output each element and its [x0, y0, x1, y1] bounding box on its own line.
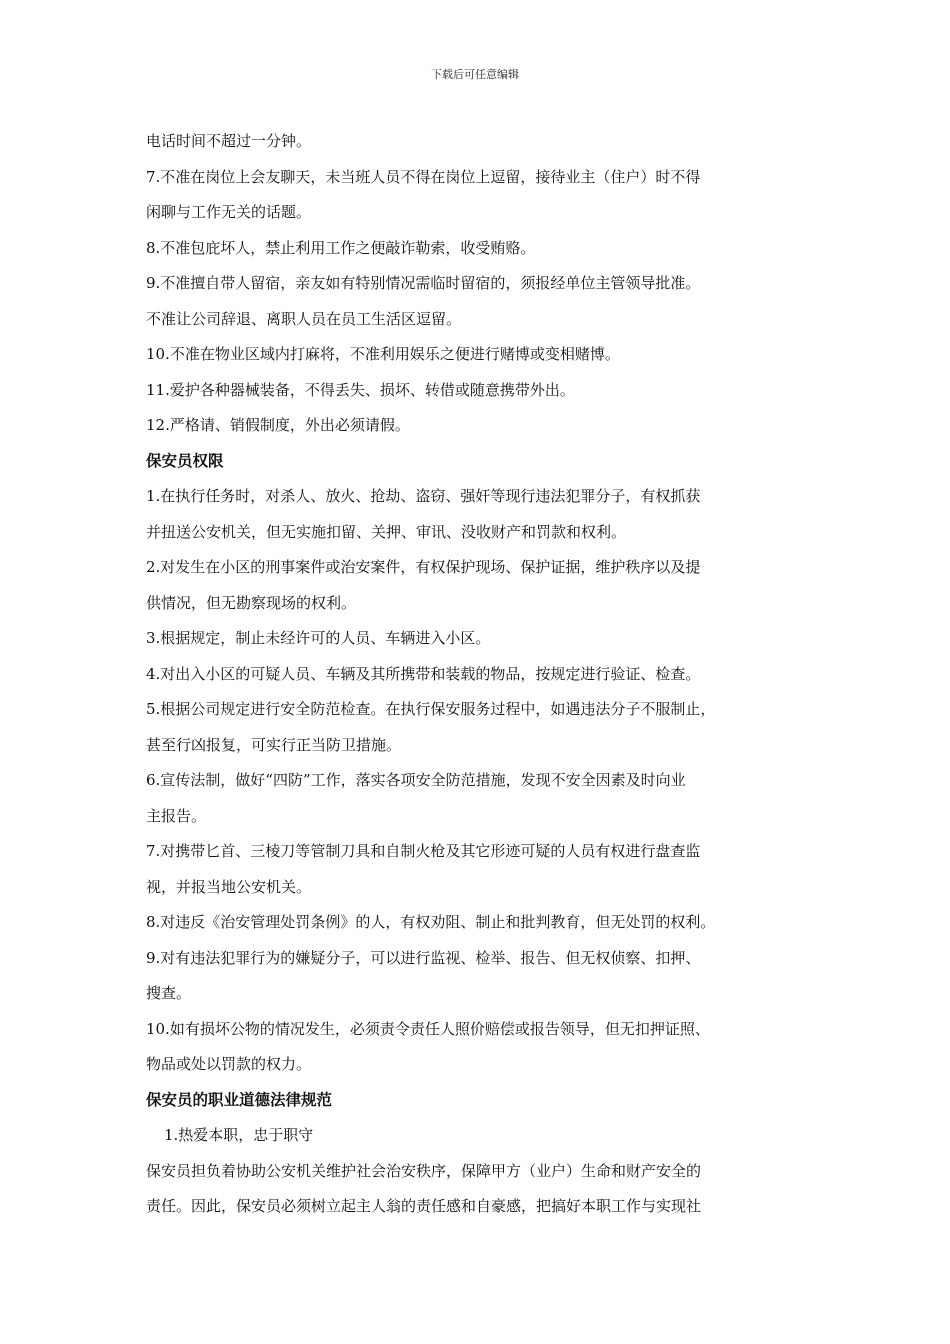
text-line: 供情况，但无勘察现场的权利。: [146, 593, 357, 612]
subheading-line: 1.热爱本职，忠于职守: [164, 1126, 314, 1144]
text-line: 7.对携带匕首、三棱刀等管制刀具和自制火枪及其它形迹可疑的人员有权进行盘查监: [146, 842, 701, 860]
section-heading: 保安员的职业道德法律规范: [146, 1090, 333, 1109]
text-line: 2.对发生在小区的刑事案件或治安案件，有权保护现场、保护证据，维护秩序以及提: [146, 558, 701, 576]
text-line: 1.在执行任务时，对杀人、放火、抢劫、盗窃、强奸等现行违法犯罪分子，有权抓获: [146, 487, 701, 505]
text-line: 7.不准在岗位上会友聊天，未当班人员不得在岗位上逗留，接待业主（住户）时不得: [146, 167, 701, 186]
text-line: 6.宣传法制，做好“四防”工作，落实各项安全防范措施，发现不安全因素及时向业: [146, 771, 686, 789]
text-line: 视，并报当地公安机关。: [146, 877, 312, 896]
text-line: 10.不准在物业区域内打麻将，不准利用娱乐之便进行赌博或变相赌博。: [146, 345, 620, 363]
document-body: [146, 124, 814, 1225]
text-line: 3.根据规定，制止未经许可的人员、车辆进入小区。: [146, 629, 491, 647]
text-line: 责任。因此，保安员必须树立起主人翁的责任感和自豪感，把搞好本职工作与实现社: [146, 1197, 702, 1215]
text-line: 10.如有损坏公物的情况发生，必须责令责任人照价赔偿或报告领导，但无扣押证照、: [146, 1019, 710, 1038]
text-line: 保安员担负着协助公安机关维护社会治安秩序，保障甲方（业户）生命和财产安全的: [146, 1161, 702, 1180]
text-line: 4.对出入小区的可疑人员、车辆及其所携带和装载的物品，按规定进行验证、检查。: [146, 664, 701, 683]
text-line: 闲聊与工作无关的话题。: [146, 203, 312, 221]
text-line: 搜查。: [146, 984, 192, 1002]
text-line: 甚至行凶报复，可实行正当防卫措施。: [146, 735, 402, 754]
text-line: 12.严格请、销假制度，外出必须请假。: [146, 416, 410, 434]
text-line: 电话时间不超过一分钟。: [146, 132, 312, 150]
text-line: 并扭送公安机关，但无实施扣留、关押、审讯、没收财产和罚款和权利。: [146, 522, 627, 541]
text-line: 9.不准擅自带人留宿，亲友如有特别情况需临时留宿的，须报经单位主管领导批准。: [146, 274, 701, 292]
text-line: 8.不准包庇坏人，禁止利用工作之便敲诈勒索，收受贿赂。: [146, 238, 536, 257]
section-heading: 保安员权限: [146, 451, 224, 470]
text-line: 不准让公司辞退、离职人员在员工生活区逗留。: [146, 309, 462, 328]
page-header: 下载后可任意编辑: [431, 68, 519, 81]
text-line: 11.爱护各种器械装备，不得丢失、损坏、转借或随意携带外出。: [146, 380, 575, 399]
text-line: 9.对有违法犯罪行为的嫌疑分子，可以进行监视、检举、报告、但无权侦察、扣押、: [146, 948, 701, 967]
text-line: 主报告。: [146, 806, 207, 825]
text-line: 5.根据公司规定进行安全防范检查。在执行保安服务过程中，如遇违法分子不服制止，: [146, 700, 716, 718]
text-line: 物品或处以罚款的权力。: [146, 1055, 312, 1073]
text-line: 8.对违反《治安管理处罚条例》的人，有权劝阻、制止和批判教育，但无处罚的权利。: [146, 913, 716, 931]
